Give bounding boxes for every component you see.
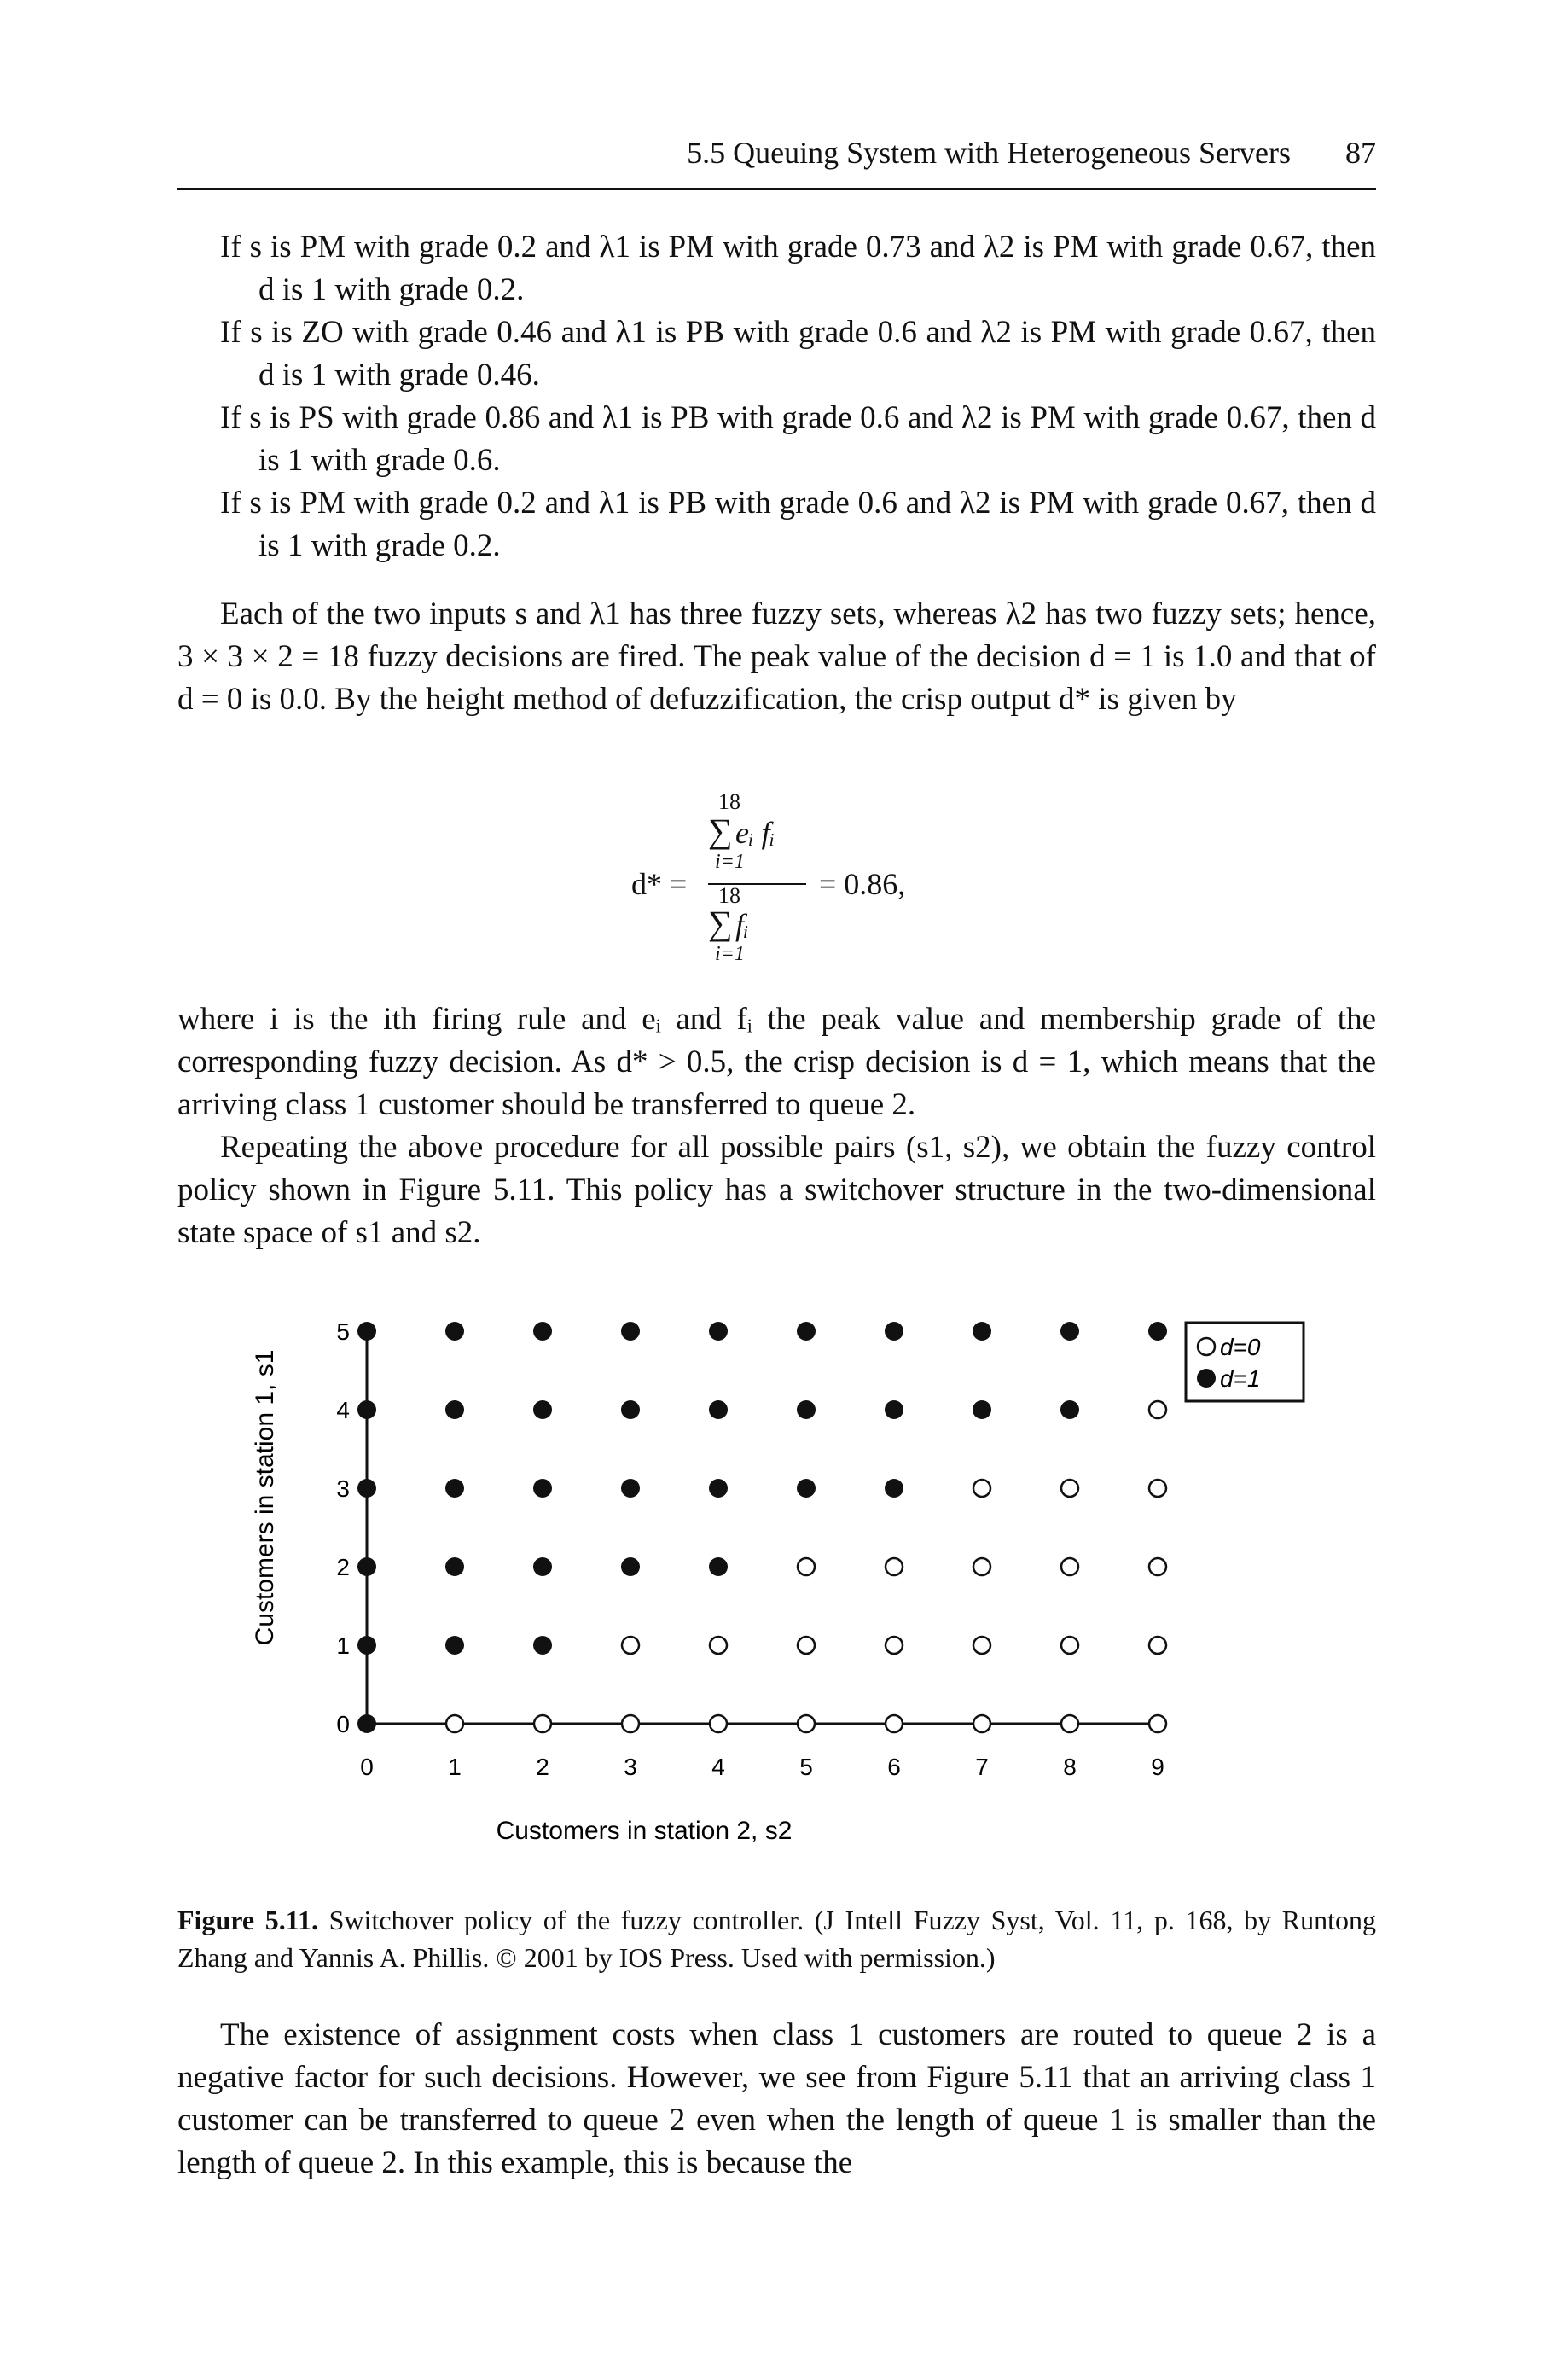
paragraph-fuzzy-sets: Each of the two inputs s and λ1 has three fuzzy sets, whereas λ2 has two fuzzy sets; hence, 3 × 3 × 2 = 18 fuzzy decisions are fired. The peak value of the decision d = 1 is 1.0 and that of d = 0 is 0.0. By the height method of defuzzification, the crisp output d* is given by bbox=[177, 596, 1376, 717]
policy-point-s1-2-s2-5 bbox=[798, 1558, 815, 1575]
policy-point-s1-4-s2-6 bbox=[885, 1400, 903, 1419]
policy-point-s1-5-s2-1 bbox=[445, 1322, 464, 1341]
policy-point-s1-5-s2-2 bbox=[533, 1322, 552, 1341]
policy-point-s1-1-s2-5 bbox=[798, 1637, 815, 1654]
policy-point-s1-0-s2-5 bbox=[798, 1715, 815, 1732]
denominator-upper-limit: 18 bbox=[718, 883, 740, 908]
policy-point-s1-1-s2-1 bbox=[445, 1636, 464, 1655]
x-tick-label-5: 5 bbox=[799, 1754, 813, 1780]
policy-point-s1-2-s2-6 bbox=[886, 1558, 903, 1575]
policy-point-s1-2-s2-8 bbox=[1061, 1558, 1078, 1575]
chart-ticks bbox=[336, 1318, 1164, 1780]
x-tick-label-9: 9 bbox=[1151, 1754, 1164, 1780]
rule-1: If s is PM with grade 0.2 and λ1 is PM with grade 0.73 and λ2 is PM with grade 0.67, then d is 1 with grade 0.2. bbox=[220, 230, 1376, 307]
denominator-sigma: ∑ bbox=[708, 904, 733, 942]
rule-4: If s is PM with grade 0.2 and λ1 is PB with grade 0.6 and λ2 is PM with grade 0.67, then d is 1 with grade 0.2. bbox=[220, 486, 1376, 563]
policy-point-s1-4-s2-3 bbox=[621, 1400, 640, 1419]
policy-point-s1-4-s2-2 bbox=[533, 1400, 552, 1419]
x-tick-label-3: 3 bbox=[624, 1754, 637, 1780]
policy-point-s1-5-s2-6 bbox=[885, 1322, 903, 1341]
x-tick-label-6: 6 bbox=[887, 1754, 901, 1780]
page-number: 87 bbox=[1345, 136, 1376, 170]
policy-point-s1-4-s2-7 bbox=[973, 1400, 991, 1419]
y-tick-label-1: 1 bbox=[336, 1632, 350, 1659]
x-tick-label-8: 8 bbox=[1063, 1754, 1077, 1780]
policy-point-s1-3-s2-2 bbox=[533, 1479, 552, 1498]
policy-point-s1-1-s2-7 bbox=[973, 1637, 990, 1654]
policy-point-s1-0-s2-0 bbox=[357, 1714, 376, 1733]
policy-point-s1-1-s2-4 bbox=[710, 1637, 727, 1654]
policy-point-s1-4-s2-8 bbox=[1060, 1400, 1079, 1419]
policy-point-s1-4-s2-5 bbox=[797, 1400, 816, 1419]
policy-point-s1-5-s2-8 bbox=[1060, 1322, 1079, 1341]
policy-point-s1-5-s2-5 bbox=[797, 1322, 816, 1341]
paragraph-firing-rule: where i is the ith firing rule and eᵢ and fᵢ the peak value and membership grade of the corresponding fuzzy decision. As d* > 0.5, the crisp decision is d = 1, which means that the arriving class 1 customer should be transferred to queue 2. bbox=[177, 1002, 1376, 1122]
policy-point-s1-5-s2-3 bbox=[621, 1322, 640, 1341]
chart-axes bbox=[367, 1331, 1158, 1724]
caption-label: Figure 5.11. bbox=[177, 1905, 318, 1935]
policy-point-s1-2-s2-9 bbox=[1149, 1558, 1166, 1575]
section-title: 5.5 Queuing System with Heterogeneous Servers bbox=[687, 136, 1291, 170]
chart-points bbox=[357, 1322, 1167, 1733]
y-tick-label-2: 2 bbox=[336, 1554, 350, 1580]
running-header bbox=[177, 128, 1376, 190]
explanation-block bbox=[177, 998, 1376, 1254]
policy-point-s1-1-s2-9 bbox=[1149, 1637, 1166, 1654]
policy-point-s1-0-s2-4 bbox=[710, 1715, 727, 1732]
policy-point-s1-4-s2-1 bbox=[445, 1400, 464, 1419]
chart-legend bbox=[1186, 1323, 1304, 1401]
legend-label-d0: d=0 bbox=[1220, 1334, 1261, 1360]
policy-point-s1-3-s2-8 bbox=[1061, 1480, 1078, 1497]
policy-point-s1-3-s2-3 bbox=[621, 1479, 640, 1498]
defuzzification-formula bbox=[631, 789, 1007, 973]
policy-point-s1-1-s2-6 bbox=[886, 1637, 903, 1654]
legend-marker-d1 bbox=[1197, 1369, 1216, 1388]
policy-point-s1-1-s2-2 bbox=[533, 1636, 552, 1655]
policy-point-s1-5-s2-7 bbox=[973, 1322, 991, 1341]
x-tick-label-1: 1 bbox=[448, 1754, 462, 1780]
policy-point-s1-5-s2-0 bbox=[357, 1322, 376, 1341]
policy-point-s1-0-s2-8 bbox=[1061, 1715, 1078, 1732]
rule-2: If s is ZO with grade 0.46 and λ1 is PB with grade 0.6 and λ2 is PM with grade 0.67, then d is 1 with grade 0.46. bbox=[220, 315, 1376, 393]
y-tick-label-5: 5 bbox=[336, 1318, 350, 1345]
policy-point-s1-5-s2-9 bbox=[1148, 1322, 1167, 1341]
policy-point-s1-3-s2-5 bbox=[797, 1479, 816, 1498]
policy-point-s1-2-s2-0 bbox=[357, 1557, 376, 1576]
policy-point-s1-0-s2-9 bbox=[1149, 1715, 1166, 1732]
paragraph-policy: Repeating the above procedure for all possible pairs (s1, s2), we obtain the fuzzy control policy shown in Figure 5.11. This policy has a switchover structure in the two-dimensional state space of s1 and s2. bbox=[177, 1130, 1376, 1250]
policy-point-s1-3-s2-1 bbox=[445, 1479, 464, 1498]
policy-point-s1-0-s2-6 bbox=[886, 1715, 903, 1732]
figure-caption bbox=[177, 1901, 1376, 1976]
numerator-sigma: ∑ bbox=[708, 812, 733, 850]
policy-point-s1-4-s2-9 bbox=[1149, 1401, 1166, 1418]
formula-lhs: d* = bbox=[631, 867, 688, 901]
legend-label-d1: d=1 bbox=[1220, 1365, 1261, 1392]
denominator-body: fᵢ bbox=[735, 908, 749, 942]
denominator-lower-limit: i=1 bbox=[715, 943, 745, 965]
y-axis-label: Customers in station 1, s1 bbox=[251, 1349, 279, 1646]
legend-marker-d0 bbox=[1198, 1338, 1215, 1355]
caption-text: Switchover policy of the fuzzy controller. (J Intell Fuzzy Syst, Vol. 11, p. 168, by Runtong Zhang and Yannis A. Phillis. © 2001 by IOS Press. Used with permission.) bbox=[177, 1905, 1377, 1973]
policy-point-s1-1-s2-3 bbox=[622, 1637, 639, 1654]
policy-point-s1-2-s2-3 bbox=[621, 1557, 640, 1576]
x-tick-label-2: 2 bbox=[536, 1754, 549, 1780]
rule-3: If s is PS with grade 0.86 and λ1 is PB with grade 0.6 and λ2 is PM with grade 0.67, then d is 1 with grade 0.6. bbox=[220, 400, 1376, 478]
x-tick-label-0: 0 bbox=[360, 1754, 374, 1780]
y-tick-label-3: 3 bbox=[336, 1475, 350, 1502]
policy-point-s1-4-s2-0 bbox=[357, 1400, 376, 1419]
policy-point-s1-2-s2-1 bbox=[445, 1557, 464, 1576]
switchover-policy-chart bbox=[239, 1297, 1331, 1852]
policy-point-s1-1-s2-8 bbox=[1061, 1637, 1078, 1654]
policy-point-s1-1-s2-0 bbox=[357, 1636, 376, 1655]
policy-point-s1-0-s2-2 bbox=[534, 1715, 551, 1732]
x-axis-label: Customers in station 2, s2 bbox=[496, 1817, 793, 1845]
numerator-upper-limit: 18 bbox=[718, 789, 740, 814]
policy-point-s1-0-s2-3 bbox=[622, 1715, 639, 1732]
formula-fraction bbox=[708, 789, 810, 973]
formula-rhs: = 0.86, bbox=[819, 867, 906, 901]
y-tick-label-0: 0 bbox=[336, 1711, 350, 1737]
paragraph-assignment-costs: The existence of assignment costs when class 1 customers are routed to queue 2 is a negative factor for such decisions. However, we see from Figure 5.11 that an arriving class 1 customer can be transferred to queue 2 even when the length of queue 1 is smaller than the length of queue 2. In this example, this is because the bbox=[177, 2017, 1376, 2180]
policy-point-s1-3-s2-0 bbox=[357, 1479, 376, 1498]
policy-point-s1-0-s2-1 bbox=[446, 1715, 463, 1732]
numerator-lower-limit: i=1 bbox=[715, 851, 745, 873]
policy-point-s1-2-s2-4 bbox=[709, 1557, 728, 1576]
policy-point-s1-4-s2-4 bbox=[709, 1400, 728, 1419]
numerator-body: eᵢ fᵢ bbox=[735, 816, 775, 850]
policy-point-s1-2-s2-2 bbox=[533, 1557, 552, 1576]
policy-point-s1-5-s2-4 bbox=[709, 1322, 728, 1341]
x-tick-label-4: 4 bbox=[711, 1754, 725, 1780]
policy-point-s1-2-s2-7 bbox=[973, 1558, 990, 1575]
policy-point-s1-3-s2-6 bbox=[885, 1479, 903, 1498]
policy-point-s1-3-s2-9 bbox=[1149, 1480, 1166, 1497]
policy-point-s1-0-s2-7 bbox=[973, 1715, 990, 1732]
x-tick-label-7: 7 bbox=[975, 1754, 989, 1780]
policy-point-s1-3-s2-7 bbox=[973, 1480, 990, 1497]
fuzzy-rules bbox=[177, 226, 1376, 567]
policy-point-s1-3-s2-4 bbox=[709, 1479, 728, 1498]
y-tick-label-4: 4 bbox=[336, 1397, 350, 1423]
